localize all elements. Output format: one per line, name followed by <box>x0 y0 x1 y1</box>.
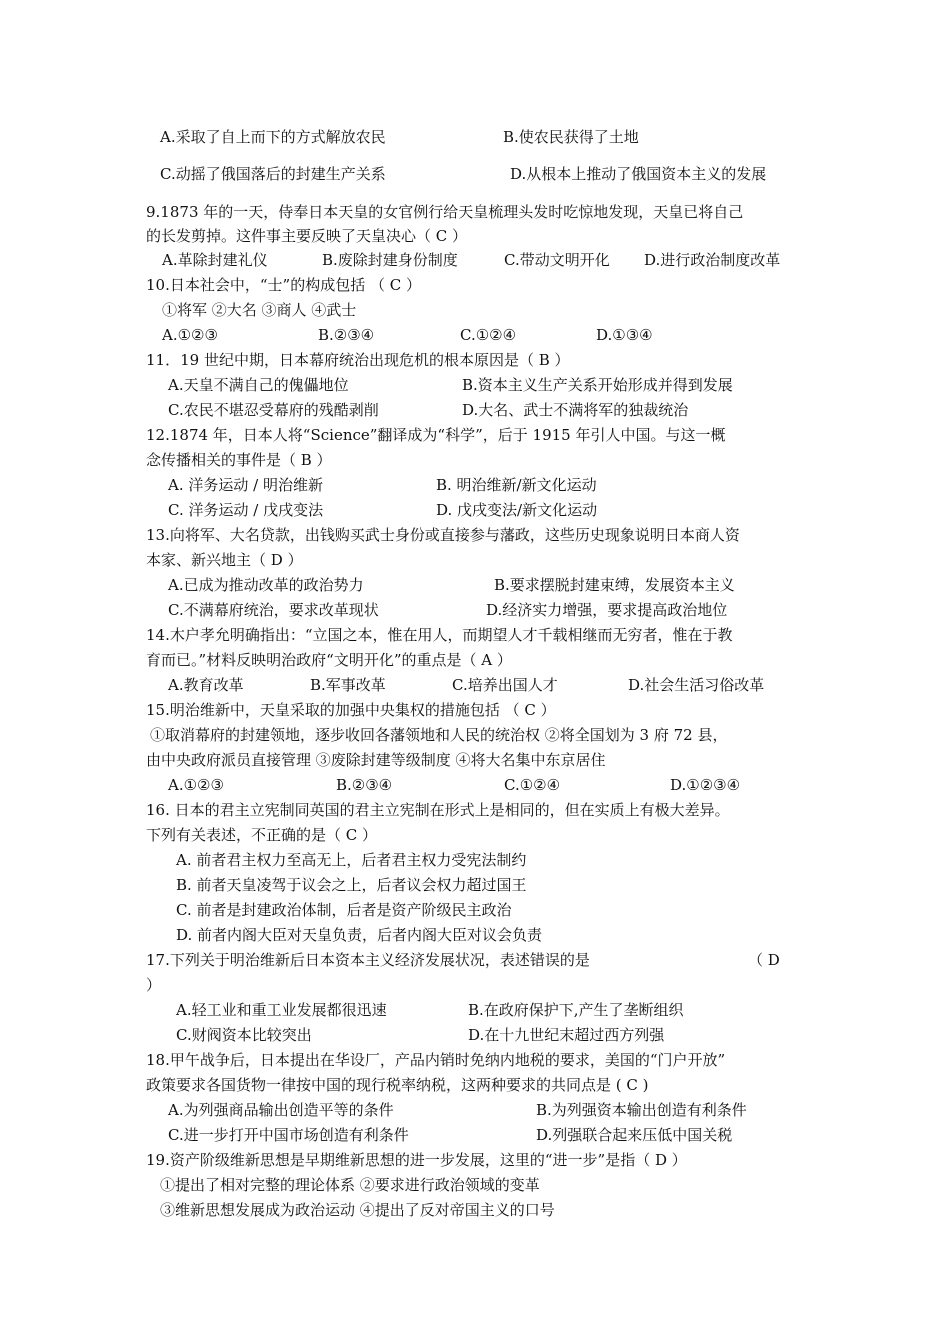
text-line: 14.木户孝允明确指出：“立国之本，惟在用人，而期望人才千载相继而无穷者，惟在于教 <box>146 626 733 644</box>
text-line: C.动摇了俄国落后的封建生产关系 <box>160 165 386 183</box>
text-line: 15.明治维新中，天皇采取的加强中央集权的措施包括 （ C ） <box>146 701 556 719</box>
text-line: B.废除封建身份制度 <box>322 251 458 269</box>
text-line: B.②③④ <box>336 776 393 794</box>
text-line: D. 戊戌变法/新文化运动 <box>436 501 598 519</box>
text-line: 13.向将军、大名贷款，出钱购买武士身份或直接参与藩政，这些历史现象说明日本商人资 <box>146 526 740 544</box>
text-line: A. 前者君主权力至高无上，后者君主权力受宪法制约 <box>176 851 527 869</box>
text-line: D.经济实力增强，要求提高政治地位 <box>486 601 728 619</box>
text-line: C.财阀资本比较突出 <box>176 1026 312 1044</box>
text-line: D.社会生活习俗改革 <box>628 676 765 694</box>
text-line: 18.甲午战争后，日本提出在华设厂，产品内销时免纳内地税的要求，美国的“门户开放” <box>146 1051 726 1069</box>
text-line: 下列有关表述，不正确的是（ C ） <box>146 826 378 844</box>
text-line: （ D <box>748 951 780 969</box>
text-line: C.①②④ <box>504 776 561 794</box>
text-line: D.在十九世纪末超过西方列强 <box>468 1026 665 1044</box>
text-line: D.从根本上推动了俄国资本主义的发展 <box>510 165 767 183</box>
text-line: B. 前者天皇凌驾于议会之上，后者议会权力超过国王 <box>176 876 527 894</box>
text-line: B.资本主义生产关系开始形成并得到发展 <box>462 376 733 394</box>
text-line: A.轻工业和重工业发展都很迅速 <box>176 1001 387 1019</box>
text-line: C. 前者是封建政治体制，后者是资产阶级民主政治 <box>176 901 512 919</box>
text-line: C. 洋务运动 / 戊戌变法 <box>168 501 324 519</box>
text-line: 12.1874 年，日本人将“Science”翻译成为“科学”，后于 1915 年引人中国。与这一概 <box>146 426 726 444</box>
text-line: B.要求摆脱封建束缚，发展资本主义 <box>494 576 735 594</box>
text-line: D.进行政治制度改革 <box>644 251 781 269</box>
text-line: 11．19 世纪中期，日本幕府统治出现危机的根本原因是（ B ） <box>146 351 570 369</box>
text-line: C.不满幕府统治，要求改革现状 <box>168 601 379 619</box>
text-line: 10.日本社会中，“士”的构成包括 （ C ） <box>146 276 421 294</box>
text-line: C.农民不堪忍受幕府的残酷剥削 <box>168 401 379 419</box>
text-line: B.军事改革 <box>310 676 386 694</box>
text-line: B.②③④ <box>318 326 375 344</box>
text-line: A.天皇不满自己的傀儡地位 <box>168 376 349 394</box>
text-line: B.在政府保护下,产生了垄断组织 <box>468 1001 684 1019</box>
text-line: C.①②④ <box>460 326 517 344</box>
text-line: D.列强联合起来压低中国关税 <box>536 1126 733 1144</box>
text-line: 16. 日本的君主立宪制同英国的君主立宪制在形式上是相同的，但在实质上有极大差异。 <box>146 801 730 819</box>
text-line: B. 明治维新/新文化运动 <box>436 476 597 494</box>
text-line: A.①②③ <box>168 776 224 794</box>
text-line: D.①③④ <box>596 326 653 344</box>
text-line: ①将军 ②大名 ③商人 ④武士 <box>162 301 357 319</box>
text-line: A.已成为推动改革的政治势力 <box>168 576 364 594</box>
text-line: 本家、新兴地主（ D ） <box>146 551 303 569</box>
text-line: 17.下列关于明治维新后日本资本主义经济发展状况，表述错误的是 <box>146 951 590 969</box>
text-line: A.为列强商品输出创造平等的条件 <box>168 1101 394 1119</box>
text-line: D. 前者内阁大臣对天皇负责，后者内阁大臣对议会负责 <box>176 926 543 944</box>
text-line: ③维新思想发展成为政治运动 ④提出了反对帝国主义的口号 <box>160 1201 555 1219</box>
text-line: 9.1873 年的一天，侍奉日本天皇的女官例行给天皇梳理头发时吃惊地发现，天皇已将自己 <box>146 203 744 221</box>
text-line: ①提出了相对完整的理论体系 ②要求进行政治领域的变革 <box>160 1176 540 1194</box>
text-line: C.进一步打开中国市场创造有利条件 <box>168 1126 409 1144</box>
text-line: ） <box>146 976 162 994</box>
text-line: A.革除封建礼仪 <box>162 251 268 269</box>
text-line: D.大名、武士不满将军的独裁统治 <box>462 401 689 419</box>
text-line: B.为列强资本输出创造有利条件 <box>536 1101 747 1119</box>
text-line: 由中央政府派员直接管理 ③废除封建等级制度 ④将大名集中东京居住 <box>146 751 606 769</box>
text-line: 政策要求各国货物一律按中国的现行税率纳税，这两种要求的共同点是 ( C ) <box>146 1076 649 1094</box>
text-line: C.带动文明开化 <box>504 251 610 269</box>
text-line: ①取消幕府的封建领地，逐步收回各藩领地和人民的统治权 ②将全国划为 3 府 72 县， <box>150 726 728 744</box>
text-line: 19.资产阶级维新思想是早期维新思想的进一步发展，这里的“进一步”是指（ D ） <box>146 1151 687 1169</box>
text-line: A.①②③ <box>162 326 218 344</box>
text-line: B.使农民获得了土地 <box>503 128 639 146</box>
text-line: A.教育改革 <box>168 676 244 694</box>
text-line: C.培养出国人才 <box>452 676 558 694</box>
text-line: 的长发剪掉。这件事主要反映了天皇决心（ C ） <box>146 227 468 245</box>
text-line: 育而已。”材料反映明治政府“文明开化”的重点是（ A ） <box>146 651 512 669</box>
text-line: A. 洋务运动 / 明治维新 <box>168 476 323 494</box>
text-line: D.①②③④ <box>670 776 741 794</box>
text-line: 念传播相关的事件是（ B ） <box>146 451 332 469</box>
text-line: A.采取了自上而下的方式解放农民 <box>160 128 386 146</box>
